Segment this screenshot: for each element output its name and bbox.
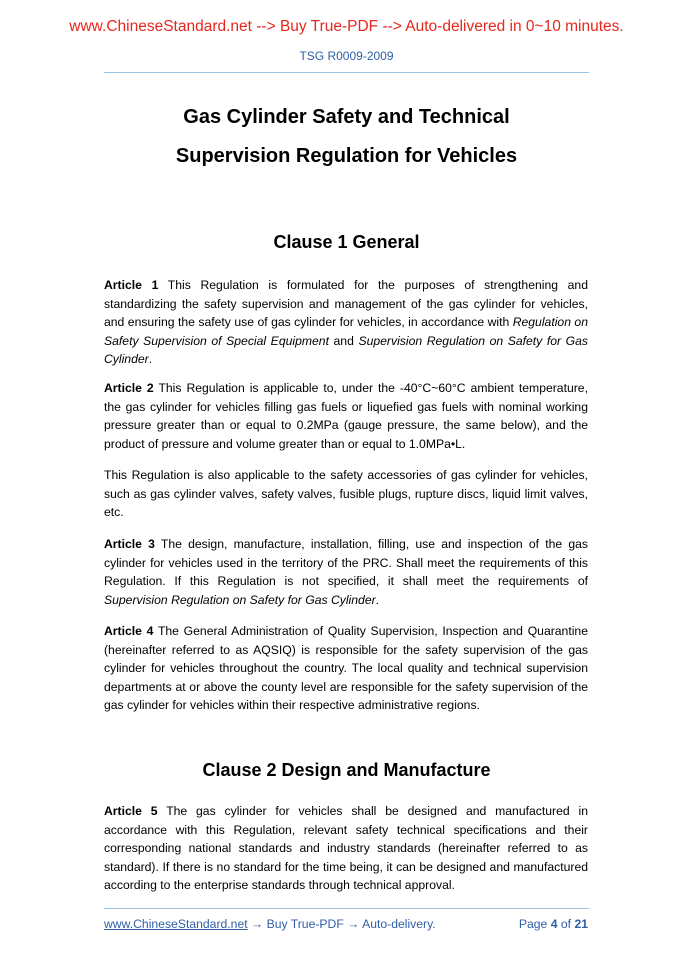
article-4-text: The General Administration of Quality Supervision, Inspection and Quarantine (hereinafter referred to as AQSIQ) is responsible for the safety supervision of the gas cylinder for vehicles throughout the country. The local quality and technical supervision departments at or above the county level are responsible for the safety supervision of the gas cylinder for vehicles within their respective administrative regions. xyxy=(104,624,588,713)
article-5-text: The gas cylinder for vehicles shall be designed and manufactured in accordance with this Regulation, relevant safety technical specifications and their corresponding national standards and industry standards (hereinafter referred to as standard). If there is no standard for the time being, it can be designed and manufactured according to the enterprise standards through technical approval. xyxy=(104,804,588,893)
footer-divider xyxy=(104,908,589,909)
header-divider xyxy=(104,72,589,73)
article-4-label: Article 4 xyxy=(104,624,154,638)
article-5-label: Article 5 xyxy=(104,804,158,818)
article-2-label: Article 2 xyxy=(104,381,154,395)
title-line-1: Gas Cylinder Safety and Technical xyxy=(183,106,510,128)
promo-banner[interactable]: www.ChineseStandard.net --> Buy True-PDF --> Auto-delivered in 0~10 minutes. xyxy=(69,18,624,35)
article-1-ref-2: Supervision Regulation on Safety for Gas Cylinder xyxy=(104,333,588,367)
footer-site-link[interactable]: www.ChineseStandard.net xyxy=(104,917,248,931)
article-1-text-c: . xyxy=(148,352,153,367)
page-number: 4 xyxy=(550,917,558,931)
of-label: of xyxy=(557,917,575,931)
article-1-ref-1: Regulation on Safety Supervision of Special Equipment xyxy=(104,315,588,348)
clause-2-heading: Clause 2 Design and Manufacture xyxy=(202,760,491,780)
article-4 xyxy=(104,622,588,715)
standard-code: TSG R0009-2009 xyxy=(299,49,394,63)
article-1-text-a: This Regulation is formulated for the purposes of strengthening and standardizing the safety supervision and management of the gas cylinder for vehicles, and ensuring the safety use of gas cylinder for vehicles, in accordance with xyxy=(104,278,588,330)
article-2-extra: This Regulation is also applicable to the safety accessories of gas cylinder for vehicles, such as gas cylinder valves, safety valves, fusible plugs, rupture discs, liquid limit valves, etc. xyxy=(104,468,588,520)
article-2-text: This Regulation is applicable to, under the -40°C~60°C ambient temperature, the gas cylinder for vehicles filling gas fuels or liquefied gas fuels with nominal working pressure greater than or equal to 0.2MPa (gauge pressure, the same below), and the product of pressure and volume greater than or equal to 1.0MPa•L. xyxy=(104,381,588,451)
article-1-text-b: and xyxy=(328,333,359,348)
article-5 xyxy=(104,802,588,895)
article-1 xyxy=(104,276,588,369)
footer-delivery: Auto-delivery. xyxy=(362,917,436,931)
article-3 xyxy=(104,535,588,609)
article-3-ref: Supervision Regulation on Safety for Gas Cylinder xyxy=(104,592,376,607)
document-title xyxy=(0,98,693,176)
title-line-2: Supervision Regulation for Vehicles xyxy=(175,145,518,167)
page-label: Page xyxy=(518,917,551,931)
footer-separator: → Buy True-PDF → xyxy=(247,917,363,931)
article-3-text: The design, manufacture, installation, filling, use and inspection of the gas cylinder for vehicles used in the territory of the PRC. Shall meet the requirements of this Regulation. If this Regulation is not specified, it shall meet the requirements of xyxy=(104,537,588,589)
article-2 xyxy=(104,379,588,453)
article-1-label: Article 1 xyxy=(104,278,159,292)
article-3-end: . xyxy=(375,592,380,607)
clause-1-heading: Clause 1 General xyxy=(273,232,420,252)
article-3-label: Article 3 xyxy=(104,537,155,551)
footer-links xyxy=(104,917,436,931)
total-pages: 21 xyxy=(574,917,588,931)
page-indicator xyxy=(500,917,588,931)
